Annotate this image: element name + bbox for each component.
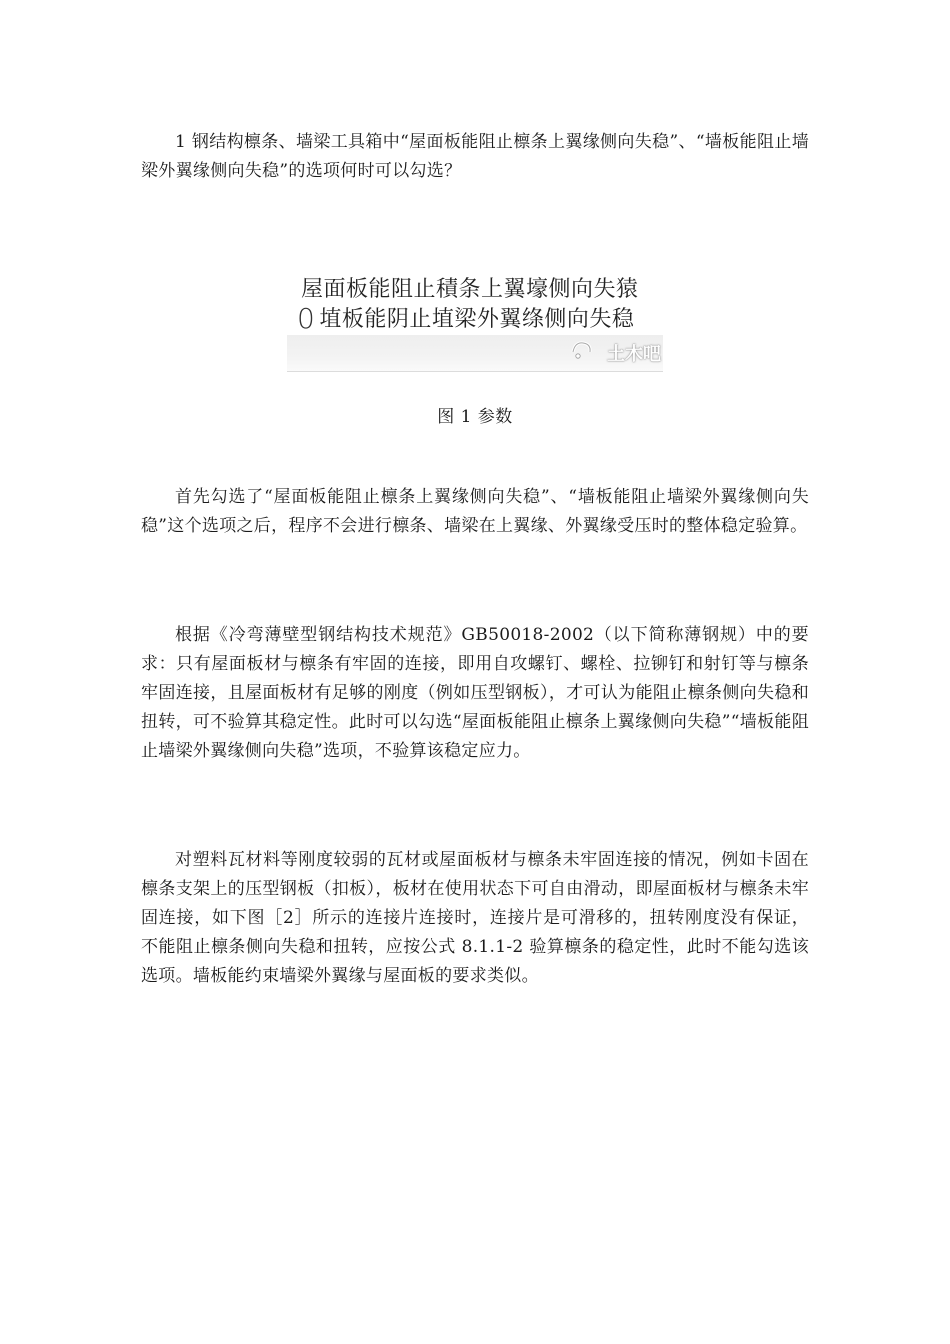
paragraph-2: 根据《冷弯薄壁型钢结构技术规范》GB50018-2002（以下简称薄钢规）中的要求：只有屋面板材与檩条有牢固的连接，即用自攻螺钉、螺栓、拉铆钉和射钉等与檩条牢固连接，且屋面板材有足够的刚度（例如压型钢板），才可认为能阻止檩条侧向失稳和扭转，可不验算其稳定性。此时可以勾选“屋面板能阻止檩条上翼缘侧向失稳”“墙板能阻止墙梁外翼缘侧向失稳”选项，不验算该稳定应力。	[141, 625, 809, 761]
question-paragraph: 1 钢结构檩条、墙梁工具箱中“屋面板能阻止檩条上翼缘侧向失稳”、“墙板能阻止墙梁外翼缘侧向失稳”的选项何时可以勾选？	[141, 132, 809, 181]
paragraph-3: 对塑料瓦材料等刚度较弱的瓦材或屋面板材与檩条未牢固连接的情况，例如卡固在檩条支架上的压型钢板（扣板），板材在使用状态下可自由滑动，即屋面板材与檩条未牢固连接，如下图［2］所示的连接片连接时，连接片是可滑移的，扭转刚度没有保证，不能阻止檩条侧向失稳和扭转，应按公式 8.1.1-2 验算檩条的稳定性，此时不能勾选该选项。墙板能约束墙梁外翼缘与屋面板的要求类似。	[141, 850, 809, 986]
figure-option-roof: 屋面板能阻止積条上翼壕侧向失猿	[301, 277, 639, 302]
figure-caption: 图 1 参数	[437, 407, 513, 427]
figure-option-wall	[297, 302, 634, 335]
watermark-logo-icon	[569, 338, 595, 364]
parameter-figure	[287, 268, 663, 372]
figure-checkbox-glyph: 0	[297, 302, 316, 335]
paragraph-1: 首先勾选了“屋面板能阻止檩条上翼缘侧向失稳”、“墙板能阻止墙梁外翼缘侧向失稳”这个选项之后，程序不会进行檩条、墙梁在上翼缘、外翼缘受压时的整体稳定验算。	[141, 487, 809, 536]
figure-option-wall-label: 埴板能阴止埴梁外翼绦侧向失稳	[319, 307, 635, 332]
figure-watermark: 土木吧	[607, 344, 661, 365]
